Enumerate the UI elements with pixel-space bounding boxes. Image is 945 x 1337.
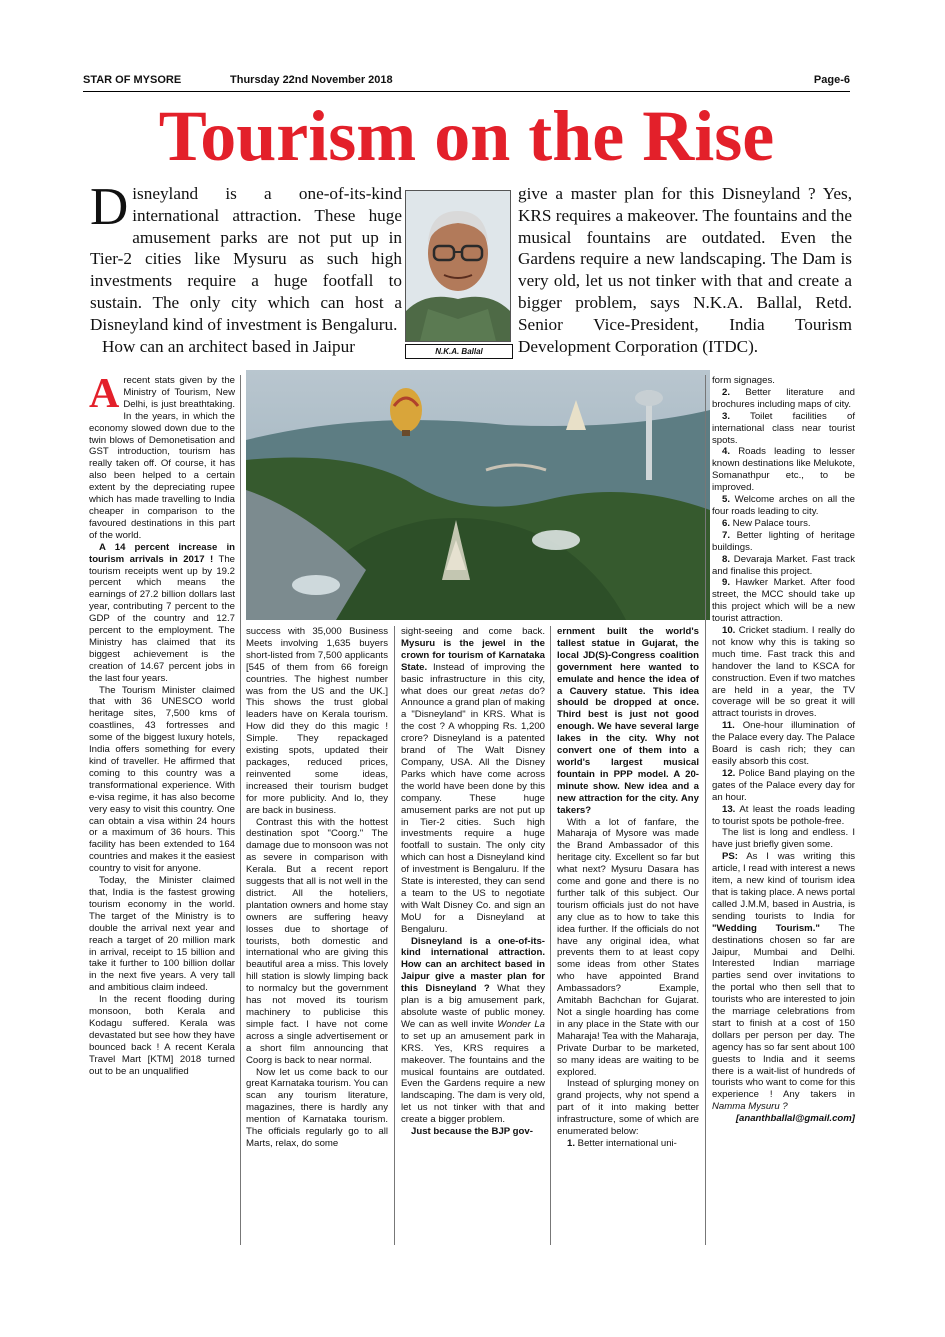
list-item xyxy=(712,577,855,625)
list-item-num: 12. xyxy=(722,767,736,779)
list-item-text: One-hour illumination of the Palace every day. The Palace Board is cash rich; they can easily absorb this cost. xyxy=(712,720,855,767)
headline: Tourism on the Rise xyxy=(158,96,775,176)
col3-para-2-italic: Wonder La xyxy=(497,1018,545,1030)
ps-text-b: The destinations chosen so far are Jaipur, Mumbai and Delhi. Interested Indian marriage parties send over invitations to the portal who then sell that to tourists who are interested to join the marriage celebrations from start to finish at a cost of 150 dollars per person per day. The agency has so far sent about 100 guests to India and it seems there is a wait-list of hundreds of tourists who want to come for this experience ! Any takers in xyxy=(712,922,855,1101)
list-item-num: 3. xyxy=(722,410,731,422)
list-item-text: At least the roads leading to tourist spots be pothole-free. xyxy=(712,803,855,827)
col1-para-2-bold: A 14 percent increase in tourism arrivals in 2017 ! xyxy=(89,541,235,565)
article-column-5 xyxy=(712,375,855,1125)
list-item xyxy=(712,768,855,804)
author-portrait xyxy=(405,190,511,342)
list-item xyxy=(712,411,855,447)
col3-para-1a: sight-seeing and come back. xyxy=(401,626,545,637)
column-divider-3 xyxy=(550,626,551,1245)
list-item-text: Better literature and brochures including maps of city. xyxy=(712,386,855,410)
col2-para-3: Now let us come back to our great Karnataka tourism. You can scan any tourism literature, magazines, there is hardly any mention of Karnataka tourism. The officials regularly go to all Marts, relax, do some xyxy=(246,1066,388,1149)
col5-para-0: form signages. xyxy=(712,375,775,386)
col3-para-1-bold: Mysuru is the jewel in the crown for tourism of Karnataka State. xyxy=(401,637,545,673)
col4-para-2: With a lot of fanfare, the Maharaja of Mysore was made the Brand Ambassador of this heritage city. Excellent so far but what next? Mysuru Dasara has come and gone and there is no further talk of this subject. Our tourism officials just do not have any clue as to how to take this idea further. If the officials do not have any original idea, what prevents them to at least copy some ideas from other States who have appointed Brand Ambassadors? Example, Amitabh Bachchan for Gujarat. Not a single hoarding has come in any place in the State with our Maharaja! Tea with the Maharaja, Private Durbar to be marketed, so many ideas are waiting to be explored. xyxy=(557,816,699,1078)
list-item xyxy=(712,446,855,494)
col3-para-1-italic: netas xyxy=(499,685,524,697)
col3-para-2a: What they plan is a big amusement park, absolute waste of public money. We can as well invite xyxy=(401,983,545,1030)
aerial-park-photo xyxy=(246,370,710,620)
col5-list-end: The list is long and endless. I have just briefly given some. xyxy=(712,827,855,851)
article-column-2 xyxy=(246,626,388,1150)
col3-para-2b: to set up an amusement park in KRS. Yes, KRS requires a makeover. The fountains and the musical fountains are outdated. Even the Gardens require a new landscaping. The dam is very old, let us not tinker with that and create a bigger problem. xyxy=(401,1030,545,1126)
col2-para-1: success with 35,000 Business Meets involving 1,635 buyers short-listed from 7,500 applicants [545 of them from 66 foreign countries. The highest number was from the US and the UK.] This shows the trust global leaders have on Kerala tourism. How did they do this magic ! Simple. They repackaged existing spots, updated their packages, reduced prices, reinvented some ideas, increased their tourism budget for more publicity. And lo, they are back in business. xyxy=(246,626,388,816)
header-rule xyxy=(83,91,850,92)
intro-right-column: give a master plan for this Disneyland ? Yes, KRS requires a makeover. The fountains and the musical fountains are outdated. Even the Gardens require a new landscaping. The Dam is very old, let us not tinker with that and create a bigger problem, says N.K.A. Ballal, Retd. Senior Vice-President, India Tourism Development Corporation (ITDC). xyxy=(518,184,852,356)
ps-label: PS: xyxy=(722,851,738,863)
list-item xyxy=(712,387,855,411)
article-column-3 xyxy=(401,626,545,1138)
intro-left-column xyxy=(90,178,402,357)
list-item-num: 9. xyxy=(722,577,731,589)
col1-para-3: The Tourism Minister claimed that with 36 UNESCO world heritage sites, 7,500 kms of coastlines, 43 fortresses and some of the biggest luxury hotels, India offers something for every kind of traveller. He affirmed that coming to this country was a transformational experience. With e-visa regime, it has also become very easy to visit this country. One can obtain a visa within 24 hours or a maximum of 36 hours. This facility has been extended to 164 countries and makes it the easiest country to visit for anyone. xyxy=(89,684,235,875)
list-item xyxy=(712,494,855,518)
col3-para-2-bold: Disneyland is a one-of-its-kind international attraction. How can an architect based in Jaipur give a master plan for this Disneyland ? xyxy=(401,935,545,995)
list-item xyxy=(712,804,855,828)
list-item-num: 5. xyxy=(722,494,731,506)
col1-para-1: recent stats given by the Ministry of Tourism, New Delhi, is just breathtaking. In the years, in which the economy slowed down due to the twin blows of Demonetisation and GST introduction, tourism has really taken off. Of course, it has also been helped to a certain extent by the depreciating rupee which has made travelling to India cheaper in comparison to the favoured destinations in this part of the world. xyxy=(89,375,235,541)
col4-item-num: 1. xyxy=(567,1137,576,1149)
column-divider-2 xyxy=(394,626,395,1245)
article-dropcap: A xyxy=(89,371,120,417)
article-column-4 xyxy=(557,626,699,1150)
intro-left-second: How can an architect based in Jaipur xyxy=(102,336,355,356)
list-item-text: Better lighting of heritage buildings. xyxy=(712,529,855,553)
portrait-caption: N.K.A. Ballal xyxy=(405,344,513,359)
list-item-num: 4. xyxy=(722,446,731,458)
col1-para-5: In the recent flooding during monsoon, both Kerala and Kodagu suffered. Kerala was devastated but see how they have bounced back ! A recent Kerala Travel Mart [KTM] 2018 turned out to be an unqualified xyxy=(89,994,235,1077)
col1-para-2: The tourism receipts went up by 19.2 percent which means the earnings of 27.2 billion dollars last year, contributing 7 percent to the GDP of the country and 12.7 percent to the employment. The Ministry has claimed that its biggest achievement is the creation of 14.67 percent jobs in the last four years. xyxy=(89,553,235,684)
column-divider-1 xyxy=(240,375,241,1245)
issue-date: Thursday 22nd November 2018 xyxy=(230,74,393,86)
list-item-text: Hawker Market. After food street, the MCC should take up this project which will be a new tourist attraction. xyxy=(712,577,855,625)
list-item-num: 13. xyxy=(722,803,736,815)
list-item xyxy=(712,625,855,720)
list-item-num: 2. xyxy=(722,386,731,398)
intro-left-text: isneyland is a one-of-its-kind international attraction. These huge amusement parks are not put up in Tier-2 cities like Mysuru as such high investments require a huge footfall to sustain. The only city which can host a Disneyland kind of investment is Bengaluru. xyxy=(90,184,402,334)
col4-para-1-bold: ernment built the world's tallest statue in Gujarat, the local JD(S)-Congress coalition government here wanted to emulate and hence the idea of a Cauvery statue. This idea should be dropped at once. Third best is just not good enough. We have several large lakes in the city. Why not convert one of them into a world's largest musical fountain in PPP model. A 20-minute show. New idea and a new attraction for the city. Any takers? xyxy=(557,626,699,816)
list-item-num: 8. xyxy=(722,553,731,565)
col3-para-1b: Instead of improving the basic infrastructure in this city, what does our great xyxy=(401,661,545,697)
newspaper-name: STAR OF MYSORE xyxy=(83,74,182,86)
list-item-text: Welcome arches on all the four roads leading to city. xyxy=(712,494,855,517)
list-item-text: New Palace tours. xyxy=(730,517,811,529)
col3-para-1c: do? Announce a grand plan of making a "Disneyland" in KRS. What is the cost ? A whopping Rs. 1,200 crore? Disneyland is a patented brand of The Walt Disney Company, USA. All the Disney Parks which have come across the world have been done by this company. These huge amusement parks are not put up in Tier-2 cities. Such high investments require a huge footfall to sustain. The only city which can host a Disneyland kind of investment is Bengaluru. If the State is interested, they can send a team to the US to negotiate with Walt Disney Co. and sign an MoU for a Disneyland at Bengaluru. xyxy=(401,685,545,935)
list-item xyxy=(712,720,855,768)
list-item-num: 6. xyxy=(722,517,731,529)
list-item xyxy=(712,518,855,530)
list-item-num: 7. xyxy=(722,529,731,541)
list-item xyxy=(712,530,855,554)
ps-text-a: As I was writing this article, I read with interest a news item, a new kind of tourism idea that is taking place. A news portal called J.M.M, based in Austria, is sending tourists to India for xyxy=(712,851,855,922)
ps-text-bold: "Wedding Tourism." xyxy=(712,922,820,934)
list-item-text: Devaraja Market. Fast track and finalise this project. xyxy=(712,553,855,577)
author-email: [ananthballal@gmail.com] xyxy=(735,1113,855,1125)
intro-dropcap: D xyxy=(90,178,129,236)
list-item xyxy=(712,554,855,578)
page-number: Page-6 xyxy=(813,74,850,86)
article-column-1 xyxy=(89,371,235,1077)
list-item-text: Cricket stadium. I really do not know why this is taking so much time. Fast track this and handover the land to KSCA for construction. Even if two matches are held in a year, the TV coverage will be so great it will attract tourists in droves. xyxy=(712,625,855,720)
column-divider-4 xyxy=(705,375,706,1245)
list-item-text: Police Band playing on the gates of the Palace every day for an hour. xyxy=(712,767,855,803)
col4-item-text: Better international uni- xyxy=(575,1137,677,1149)
list-item-num: 11. xyxy=(722,720,735,732)
col1-para-4: Today, the Minister claimed that, India is the fastest growing tourism economy in the world. The target of the Ministry is to double the arrival next year and reach a target of 20 million mark in arrival, receipt to 15 billion and take it further to 100 billion dollar in the next five years. A very tall and ambitious claim indeed. xyxy=(89,875,235,994)
col2-para-2: Contrast this with the hottest destination spot "Coorg." The damage due to monsoon was not as severe in comparison with Kerala. But a recent report suggests that all is not well in the district. All the hoteliers, plantation owners and home stay owners are suffering heavy losses due to shortage of tourists, both domestic and international who are giving this beautiful area a miss. This lovely hill station is slowly limping back to normalcy but the government has not moved its tourism machinery to publicise this simple fact. I have not come across a single advertisement or a short film announcing that Coorg is back to near normal. xyxy=(246,816,388,1066)
page-header xyxy=(83,74,850,88)
ps-text-italic: Namma Mysuru ? xyxy=(712,1101,788,1113)
list-item-num: 10. xyxy=(722,625,736,637)
col4-para-3: Instead of splurging money on grand projects, why not spend a part of it into making better infrastructure, some of which are enumerated below: xyxy=(557,1078,699,1138)
list-item-text: Toilet facilities of international class near tourist spots. xyxy=(712,410,855,446)
col3-para-3-bold: Just because the BJP gov- xyxy=(411,1126,533,1138)
list-item-text: Roads leading to lesser known destinations like Melukote, Somanathpur etc., to be improved. xyxy=(712,446,855,494)
